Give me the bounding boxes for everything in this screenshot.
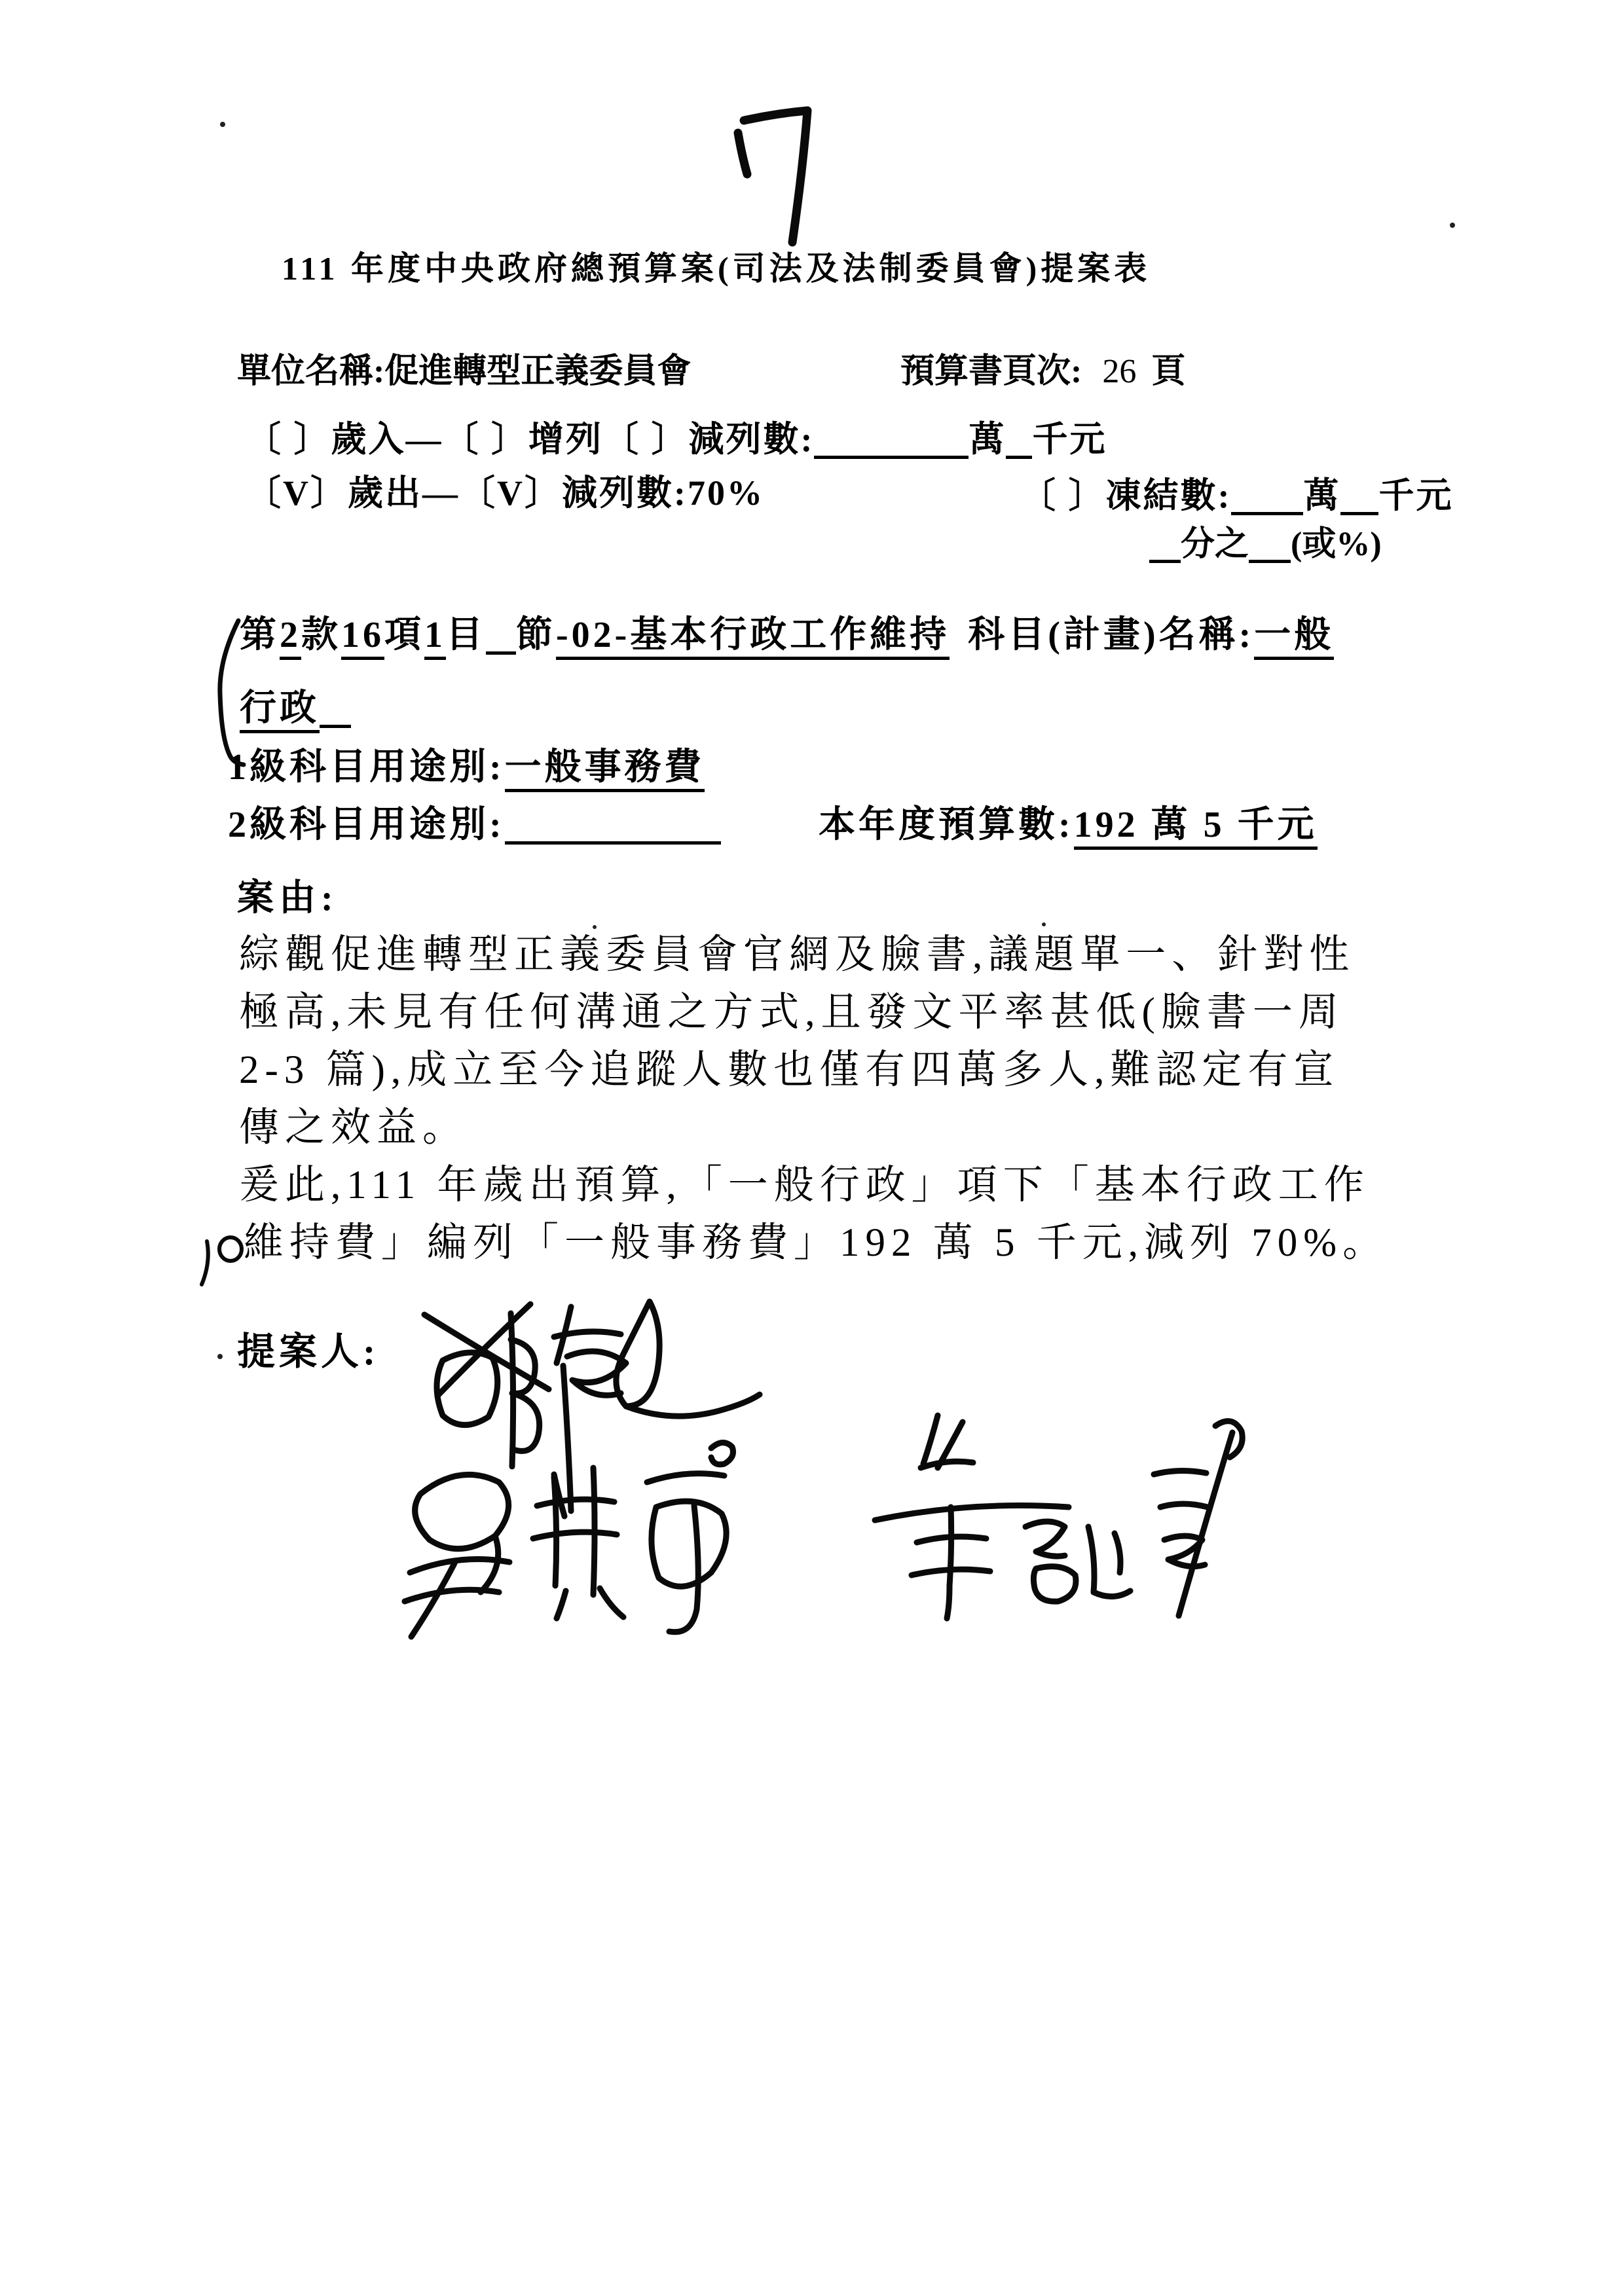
subject-value-part1: 一般 — [1254, 615, 1334, 660]
subject-label: 科目(計畫)名稱: — [968, 615, 1255, 655]
blank-underline — [1340, 509, 1378, 515]
case-line-2: 極高,未見有任何溝通之方式,且發文平率甚低(臉書一周 — [239, 991, 1344, 1034]
budget-page-label: 預算書頁次: — [900, 353, 1082, 390]
budget-item-line2 — [240, 687, 351, 729]
handwritten-margin-mark — [202, 1237, 242, 1285]
level1-label: 1級科目用途別: — [228, 747, 505, 788]
kuan-label: 款 — [301, 615, 341, 655]
budget-item-line1 — [240, 614, 1334, 656]
expenditure-checkboxes-text: 〔V〕歲出—〔V〕減列數:70% — [246, 473, 764, 513]
case-line-1: 綜觀促進轉型正義委員會官網及臉書,議題單一、針對性 — [239, 933, 1356, 977]
year-budget-label: 本年度預算數: — [819, 805, 1074, 845]
signature-2 — [405, 1442, 733, 1637]
blank-underline — [486, 649, 516, 655]
year-budget-value: 192 萬 5 千元 — [1074, 805, 1318, 850]
budget-page-unit: 頁 — [1151, 353, 1186, 390]
blank-underline — [320, 722, 351, 728]
unit-qianyuan: 千元 — [1378, 476, 1454, 515]
signature-3 — [875, 1415, 1242, 1618]
fenzhi-label: 分之 — [1181, 526, 1249, 563]
jie-label: 節 — [516, 615, 556, 655]
kuan-label-prefix: 第 — [240, 615, 280, 655]
unit-qianyuan: 千元 — [1032, 420, 1107, 459]
blank-underline — [505, 839, 721, 845]
freeze-row — [1020, 475, 1453, 516]
signature-1 — [424, 1302, 760, 1516]
jie-value: -02-基本行政工作維持 — [556, 615, 950, 660]
case-line-4: 傳之效益。 — [239, 1106, 469, 1150]
fraction-row — [1149, 525, 1382, 564]
unit-wan: 萬 — [1303, 476, 1341, 515]
revenue-checkboxes-text: 〔 〕歲入—〔 〕增列〔 〕減列數: — [246, 420, 815, 459]
page-title: 111 年度中央政府總預算案(司法及法制委員會)提案表 — [282, 250, 1151, 287]
case-line-5: 爰此,111 年歲出預算,「一般行政」項下「基本行政工作 — [239, 1163, 1370, 1207]
mu-number: 1 — [424, 615, 446, 660]
case-line-6: 維持費」編列「一般事務費」192 萬 5 千元,減列 70%。 — [244, 1221, 1389, 1265]
kuan-number: 2 — [280, 615, 301, 660]
or-percent-label: (或%) — [1291, 526, 1382, 563]
unit-name-label: 單位名稱: — [237, 353, 385, 390]
unit-wan: 萬 — [969, 420, 1006, 459]
budget-page-ref — [900, 352, 1185, 392]
level1-value: 一般事務費 — [505, 747, 705, 792]
blank-underline — [1249, 557, 1291, 563]
blank-underline — [1149, 557, 1181, 563]
case-line-3: 2-3 篇),成立至今追蹤人數也僅有四萬多人,難認定有宣 — [239, 1048, 1340, 1092]
freeze-checkbox-text: 〔 〕凍結數: — [1020, 476, 1232, 515]
case-heading: 案由: — [237, 878, 339, 919]
unit-name-value: 促進轉型正義委員會 — [384, 353, 692, 390]
year-budget-row — [819, 804, 1318, 846]
level2-label: 2級科目用途別: — [228, 805, 505, 845]
blank-underline — [814, 453, 969, 459]
xiang-label: 項 — [384, 615, 424, 655]
blank-underline — [1231, 509, 1303, 515]
mu-label: 目 — [446, 615, 486, 655]
budget-page-number: 26 — [1102, 353, 1137, 390]
level2-row — [228, 804, 721, 846]
blank-underline — [1006, 453, 1032, 459]
unit-name-row — [237, 352, 691, 392]
expenditure-row — [246, 473, 764, 513]
subject-value-part2: 行政 — [240, 688, 320, 733]
revenue-row — [246, 419, 1107, 460]
xiang-number: 16 — [341, 615, 384, 660]
handwritten-page-number-7-mark — [738, 111, 807, 242]
level1-row — [228, 746, 705, 788]
proposer-label: 提案人: — [237, 1330, 380, 1373]
